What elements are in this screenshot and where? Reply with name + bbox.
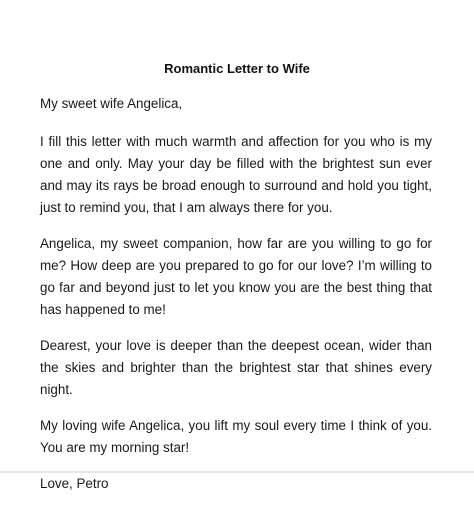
paragraph-2: Angelica, my sweet companion, how far are you willing to go for me? How deep are you prepared to go for our love? I’m willing to go far and beyond just to let you know you are the best thing that has happened to me! (40, 236, 432, 317)
paragraph-3: Dearest, your love is deeper than the deepest ocean, wider than the skies and brighter than the brightest star that shines every night. (40, 338, 432, 397)
letter-body (40, 93, 432, 509)
closing: Love, Petro (40, 476, 109, 491)
paragraph-4: My loving wife Angelica, you lift my soul every time I think of you. You are my morning star! (40, 418, 432, 455)
paragraph-1: I fill this letter with much warmth and affection for you who is my one and only. May your day be filled with the brightest sun ever and may its rays be broad enough to surround and hold you tight, just to remind you, that I am always there for you. (40, 134, 432, 215)
salutation: My sweet wife Angelica, (40, 96, 183, 111)
letter-title: Romantic Letter to Wife (164, 61, 310, 76)
